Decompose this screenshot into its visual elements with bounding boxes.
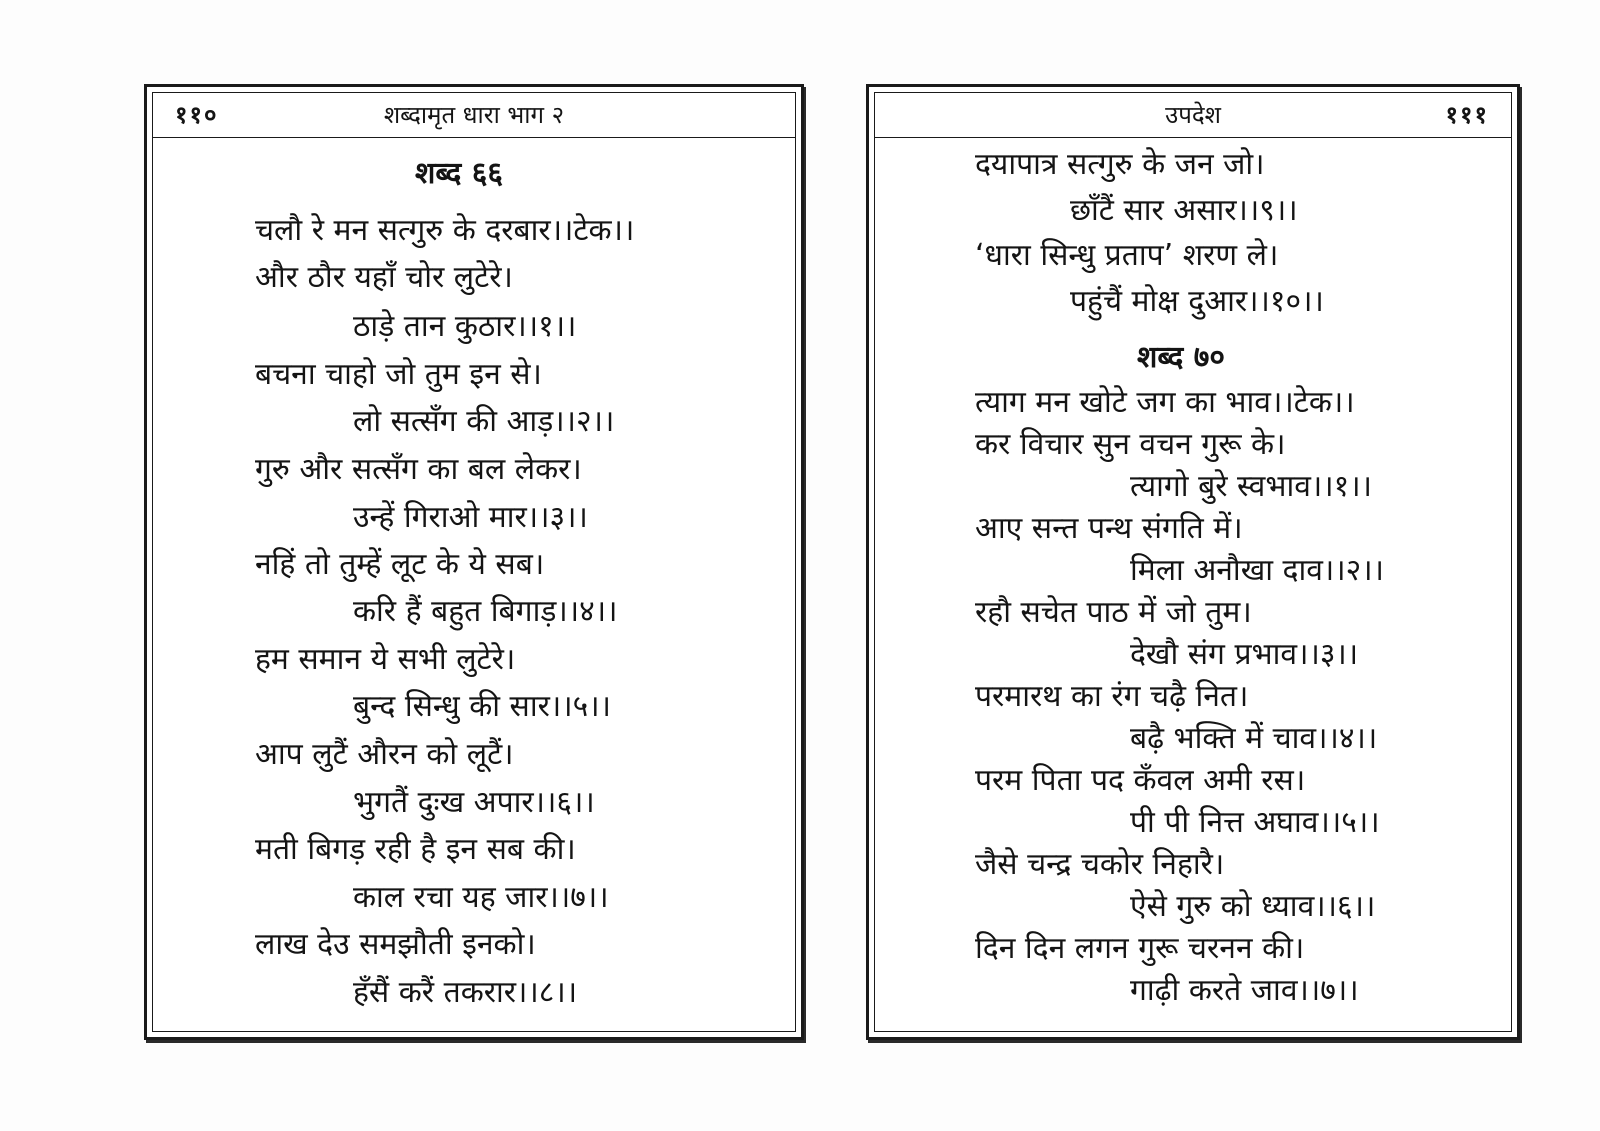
verse-line: ‘धारा सिन्धु प्रताप’ शरण ले। — [975, 238, 1279, 273]
verse-line: भुगतैं दुःख अपार।।६।। — [353, 785, 595, 820]
verse-line: रहौ सचेत पाठ में जो तुम। — [975, 595, 1252, 630]
verse-line: आप लुटैं औरन को लूटैं। — [255, 737, 514, 772]
right-page — [866, 84, 1520, 1040]
left-running-head: शब्दामृत धारा भाग २ — [383, 101, 565, 129]
left-page-number: ११० — [175, 101, 219, 129]
right-page-header — [875, 93, 1511, 138]
verse-line: ऐसे गुरु को ध्याव।।६।। — [1130, 889, 1376, 924]
verse-line: बढ़ै भक्ति में चाव।।४।। — [1130, 721, 1378, 756]
left-page-frame — [152, 92, 796, 1032]
left-shabd-title: शब्द ६६ — [415, 156, 503, 191]
verse-line: गाढ़ी करते जाव।।७।। — [1130, 973, 1359, 1008]
verse-line: बुन्द सिन्धु की सार।।५।। — [353, 689, 611, 724]
right-running-head: उपदेश — [1165, 101, 1221, 129]
right-shabd-title: शब्द ७० — [1137, 340, 1225, 375]
verse-line: मती बिगड़ रही है इन सब की। — [255, 832, 576, 867]
verse-line: हम समान ये सभी लुटेरे। — [255, 642, 516, 677]
verse-line: ठाड़े तान कुठार।।१।। — [353, 309, 577, 344]
right-page-number: १११ — [1445, 101, 1489, 129]
verse-line: गुरु और सत्सँग का बल लेकर। — [255, 452, 582, 487]
left-page — [144, 84, 804, 1040]
verse-line: काल रचा यह जार।।७।। — [353, 880, 609, 915]
verse-line: परम पिता पद कँवल अमी रस। — [975, 763, 1306, 798]
verse-line: आए सन्त पन्थ संगति में। — [975, 511, 1243, 546]
verse-line: लो सत्सँग की आड़।।२।। — [353, 404, 615, 439]
left-page-header — [153, 93, 795, 138]
verse-line: दिन दिन लगन गुरू चरनन की। — [975, 931, 1305, 966]
right-page-frame — [874, 92, 1512, 1032]
verse-line: दयापात्र सत्गुरु के जन जो। — [975, 147, 1265, 182]
verse-line: त्याग मन खोटे जग का भाव।।टेक।। — [975, 385, 1355, 420]
verse-line: पी पी नित्त अघाव।।५।। — [1130, 805, 1380, 840]
verse-line: जैसे चन्द्र चकोर निहारै। — [975, 847, 1225, 882]
verse-line: पहुंचैं मोक्ष दुआर।।१०।। — [1070, 284, 1324, 319]
verse-line: देखौ संग प्रभाव।।३।। — [1130, 637, 1359, 672]
verse-line: बचना चाहो जो तुम इन से। — [255, 357, 542, 392]
verse-line: चलौ रे मन सत्गुरु के दरबार।।टेक।। — [255, 213, 635, 248]
verse-line: मिला अनौखा दाव।।२।। — [1130, 553, 1385, 588]
verse-line: और ठौर यहाँ चोर लुटेरे। — [255, 260, 513, 295]
verse-line: उन्हें गिराओ मार।।३।। — [353, 500, 588, 535]
verse-line: नहिं तो तुम्हें लूट के ये सब। — [255, 547, 545, 582]
verse-line: कर विचार सुन वचन गुरू के। — [975, 427, 1286, 462]
verse-line: लाख देउ समझौती इनको। — [255, 927, 536, 962]
verse-line: त्यागो बुरे स्वभाव।।१।। — [1130, 469, 1372, 504]
verse-line: छाँटैं सार असार।।९।। — [1070, 193, 1298, 228]
verse-line: हँसैं करैं तकरार।।८।। — [353, 975, 578, 1010]
verse-line: करि हैं बहुत बिगाड़।।४।। — [353, 594, 618, 629]
verse-line: परमारथ का रंग चढ़ै नित। — [975, 679, 1249, 714]
